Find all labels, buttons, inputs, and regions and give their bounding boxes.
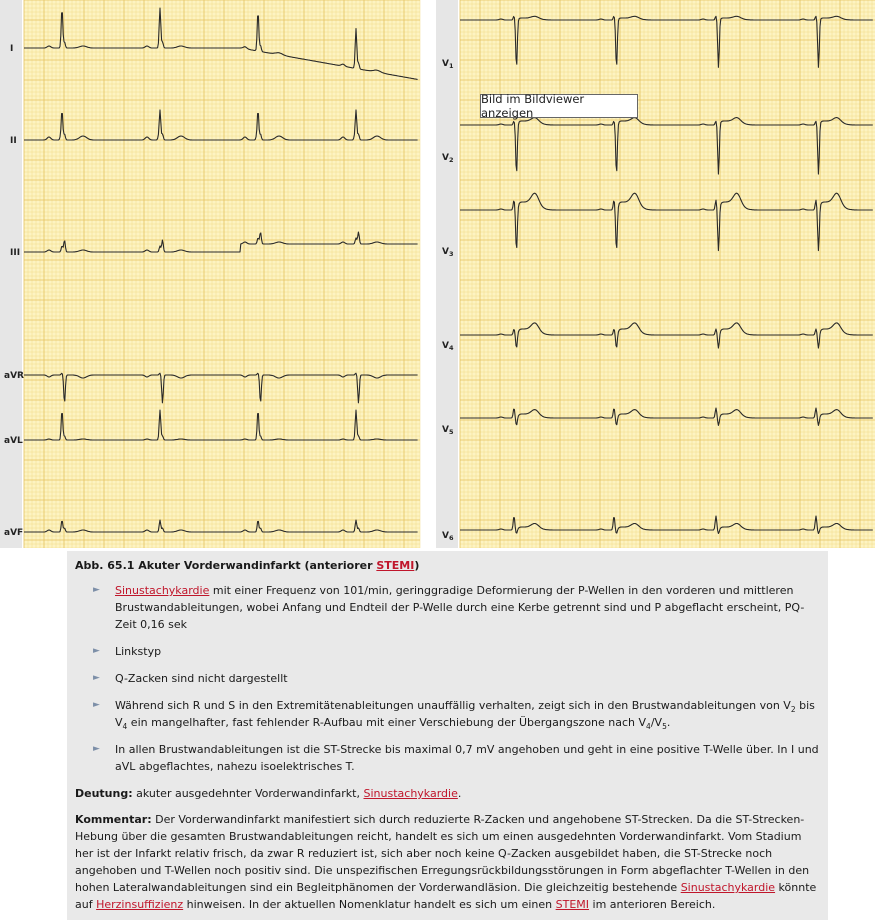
open-in-viewer-button[interactable]: Bild im Bildviewer anzeigen: [480, 94, 638, 118]
ecg-limb-leads-panel: [0, 0, 424, 548]
subscript: 2: [790, 705, 796, 715]
lead-label: $V_6$: [442, 531, 454, 542]
lead-label-strip: [436, 0, 458, 548]
finding-text: In allen Brustwandableitungen ist die ST-Strecke bis maximal 0,7 mV angehoben und geht in eine positive T-Welle über. In I und aVL abgeflachtes, nahezu isoelektrisches T.: [115, 743, 819, 773]
ecg-chest-leads-panel: [436, 0, 875, 548]
triangle-bullet-icon: ►: [93, 700, 100, 710]
lead-label: $V_2$: [442, 153, 454, 164]
kommentar-text: könnte auf: [75, 881, 817, 911]
lead-label: $V_1$: [442, 59, 454, 70]
subscript: 4: [122, 722, 128, 732]
kommentar-label: Kommentar:: [75, 813, 152, 826]
list-item: [93, 697, 820, 732]
triangle-bullet-icon: ►: [93, 673, 100, 683]
triangle-bullet-icon: ►: [93, 646, 100, 656]
figure-title-end: ): [414, 559, 420, 572]
kommentar-text: Der Vorderwandinfarkt manifestiert sich durch reduzierte R-Zacken und angehobene ST-Strecken. Da die ST-Strecken-Hebung über die gesamten Brustwandableitungen reicht, handelt es sich um einen ausgedehnten Vorderwandinfarkt. Vom Stadium her ist der Infarkt relativ frisch, da zwar R reduziert ist, sich aber noch keine Q-Zacken ausgebildet haben, die ST-Strecke noch angehoben und T-Wellen noch positiv sind. Die unspezifischen Erregungsrückbildungsstörungen in Form abgeflachter T-Wellen in den hohen Lateralwandableitungen sind ein Begleitphänomen der Vorderwandläsion. Die gleichzeitig bestehende: [75, 813, 810, 894]
sinustachykardie-link[interactable]: Sinustachykardie: [115, 584, 210, 597]
figure-title: [75, 557, 820, 574]
stemi-link[interactable]: STEMI: [555, 898, 590, 911]
kommentar-text: im anterioren Bereich.: [589, 898, 716, 911]
finding-text: Linkstyp: [115, 645, 162, 658]
finding-text: ein mangelhafter, fast fehlender R-Aufbau mit einer Verschiebung der Übergangszone nach V: [127, 716, 647, 729]
finding-text: .: [666, 716, 671, 729]
subscript: 5: [662, 722, 667, 732]
stemi-link[interactable]: STEMI: [376, 559, 415, 572]
lead-label: III: [10, 248, 21, 258]
ecg-limb-leads-strip: [0, 0, 424, 548]
finding-text: Q-Zacken sind nicht dargestellt: [115, 672, 288, 685]
figure-title-text: Abb. 65.1 Akuter Vorderwandinfarkt (anteriorer: [75, 559, 377, 572]
list-item: [93, 741, 820, 775]
list-item: [93, 643, 820, 660]
ecg-grid: [460, 0, 875, 548]
deutung-paragraph: [75, 785, 820, 802]
kommentar-paragraph: [75, 811, 820, 913]
lead-label: $V_4$: [442, 341, 454, 352]
lead-label-strip: [0, 0, 22, 548]
lead-label: aVF: [4, 528, 24, 538]
triangle-bullet-icon: ►: [93, 744, 100, 754]
ecg-chest-leads-strip: [436, 0, 875, 548]
lead-label: I: [10, 44, 14, 54]
herzinsuffizienz-link[interactable]: Herzinsuffizienz: [96, 898, 184, 911]
sinustachykardie-link[interactable]: Sinustachykardie: [363, 787, 458, 800]
finding-text: Während sich R und S in den Extremitätenableitungen unauffällig verhalten, zeigt sich in den Brustwandableitungen von V: [115, 699, 791, 712]
findings-list: [75, 582, 820, 775]
finding-text: /V: [650, 716, 663, 729]
figure-caption: [67, 551, 828, 920]
lead-label: II: [10, 136, 17, 146]
lead-label: aVR: [4, 371, 24, 381]
list-item: [93, 582, 820, 633]
deutung-end: .: [457, 787, 462, 800]
subscript: 4: [646, 722, 651, 732]
triangle-bullet-icon: ►: [93, 585, 100, 595]
deutung-label: Deutung:: [75, 787, 133, 800]
ecg-grid: [24, 0, 420, 548]
finding-text: bis V: [115, 699, 815, 729]
list-item: [93, 670, 820, 687]
lead-label: $V_5$: [442, 425, 454, 436]
lead-label: $V_3$: [442, 247, 454, 258]
lead-label: aVL: [4, 436, 23, 446]
finding-text: mit einer Frequenz von 101/min, geringgradige Deformierung der P-Wellen in den vorderen und mittleren Brustwandableitungen, wobei Anfang und Endteil der P-Welle durch eine Kerbe getrennt sind und P abgeflacht erscheint, PQ-Zeit 0,16 sek: [115, 584, 805, 631]
deutung-text: akuter ausgedehnter Vorderwandinfarkt,: [132, 787, 364, 800]
sinustachykardie-link[interactable]: Sinustachykardie: [680, 881, 776, 894]
kommentar-text: hinweisen. In der aktuellen Nomenklatur handelt es sich um einen: [183, 898, 556, 911]
